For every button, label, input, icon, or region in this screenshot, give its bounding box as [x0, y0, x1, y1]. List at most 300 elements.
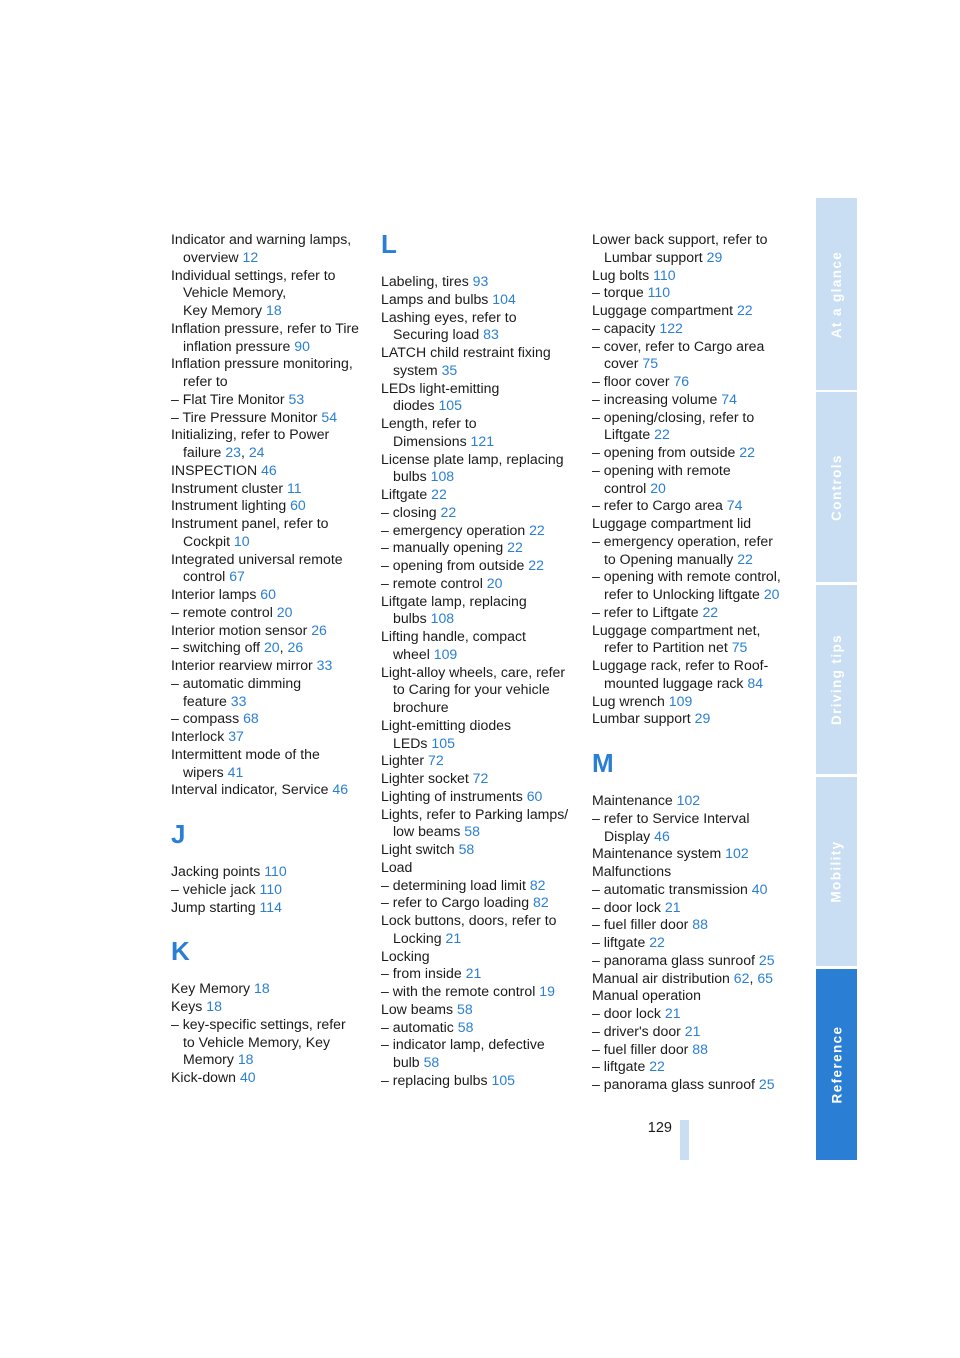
page-reference-link[interactable]: 21 — [664, 1005, 681, 1021]
page-reference-link[interactable]: 26 — [287, 639, 304, 656]
index-term: – liftgate — [592, 1058, 650, 1075]
index-term: – Flat Tire Monitor — [171, 390, 289, 407]
index-term: Liftgate lamp, replacing bulbs — [381, 592, 527, 627]
index-term: Interior rearview mirror — [171, 657, 317, 673]
page-reference-link[interactable]: 40 — [751, 880, 768, 897]
index-entry — [381, 770, 581, 788]
page-reference-link[interactable]: 53 — [288, 390, 305, 407]
page-reference-link[interactable]: 10 — [233, 532, 250, 549]
index-column-1 — [171, 231, 371, 1087]
index-term: Malfunctions — [592, 863, 672, 879]
index-term: Luggage compartment lid — [592, 515, 752, 531]
index-term: Kick-down — [171, 1069, 240, 1085]
index-entry — [171, 515, 371, 551]
index-term: Locking — [381, 947, 430, 964]
index-entry — [171, 231, 371, 267]
index-entry — [592, 338, 792, 374]
index-term: – automatic transmission — [592, 880, 752, 897]
page-reference-link[interactable]: 72 — [428, 752, 444, 769]
page-reference-link[interactable]: 21 — [684, 1022, 701, 1039]
page-reference-link[interactable]: 33 — [316, 657, 333, 673]
index-term: Lock buttons, doors, refer to Locking — [381, 912, 557, 946]
page-reference-link[interactable]: 21 — [445, 929, 462, 946]
index-entry — [171, 675, 371, 711]
index-entry — [381, 841, 581, 859]
page-reference-link[interactable]: 83 — [483, 326, 499, 343]
index-term: – switching off — [171, 639, 264, 656]
index-term: Maintenance system — [592, 845, 726, 862]
index-entry — [171, 409, 371, 427]
index-term: Luggage compartment net, refer to Partition net — [592, 621, 761, 656]
index-entry: Manual air distribution 62, 65 — [592, 969, 774, 986]
index-term: – torque — [592, 284, 648, 301]
page-reference-link[interactable]: 18 — [237, 1051, 254, 1068]
index-term: Indicator and warning lamps, overview — [171, 231, 352, 265]
page-reference-link[interactable]: 40 — [239, 1069, 256, 1085]
page-reference-link[interactable]: 37 — [228, 728, 244, 744]
index-entry — [381, 273, 581, 291]
index-entry — [381, 965, 581, 983]
tab-label: At a glance — [829, 250, 844, 338]
page-reference-link[interactable]: 60 — [290, 497, 306, 514]
page-reference-link[interactable]: 18 — [206, 998, 222, 1014]
index-column-3 — [592, 231, 792, 1094]
index-term: Light-emitting diodes LEDs — [381, 716, 512, 751]
page-reference-link[interactable]: 58 — [458, 841, 475, 857]
page-reference-link[interactable]: 23 — [225, 444, 241, 460]
section-letter: J — [171, 819, 186, 849]
index-entry — [171, 899, 371, 917]
page-reference-link[interactable]: 88 — [692, 1040, 708, 1057]
page-reference-link[interactable]: 82 — [533, 894, 549, 911]
page-reference-link[interactable]: 110 — [259, 880, 282, 897]
page-reference-link[interactable]: 58 — [423, 1054, 440, 1070]
index-entry — [592, 462, 792, 498]
page-reference-link[interactable]: 29 — [706, 248, 723, 265]
index-term: – automatic dimming feature — [171, 674, 302, 709]
index-term: Liftgate — [381, 486, 432, 502]
index-entry — [381, 912, 581, 948]
index-term: Lumbar support — [592, 710, 695, 727]
page-reference-link[interactable]: 22 — [649, 934, 665, 950]
index-entry — [171, 657, 371, 675]
index-entry — [381, 664, 581, 717]
page-reference-link[interactable]: 25 — [758, 951, 775, 968]
index-term: – emergency operation, refer to Opening manually — [592, 532, 773, 567]
index-entry — [592, 693, 792, 711]
page-reference-link[interactable]: 72 — [472, 770, 489, 786]
index-entry — [171, 1069, 371, 1087]
page-reference-link[interactable]: 75 — [642, 355, 659, 372]
page-reference-link[interactable]: 22 — [702, 603, 719, 620]
page-reference-link[interactable]: 18 — [266, 302, 282, 318]
index-term: LEDs light-emitting diodes — [381, 379, 500, 414]
index-term: Instrument cluster — [171, 479, 287, 496]
index-entry: – switching off 20, 26 — [171, 639, 304, 656]
index-entry — [381, 628, 581, 664]
tab-reference[interactable] — [816, 969, 857, 1160]
page-reference-link[interactable]: 58 — [464, 823, 480, 840]
index-term: – remote control — [171, 603, 277, 620]
index-entry — [592, 881, 792, 899]
page-reference-link[interactable]: 33 — [230, 692, 247, 709]
page-reference-link[interactable]: 109 — [668, 692, 693, 709]
tab-controls[interactable] — [816, 392, 857, 582]
page-reference-link[interactable]: 93 — [472, 273, 489, 289]
index-entry — [592, 231, 792, 267]
index-entry — [171, 728, 371, 746]
index-term: Jacking points — [171, 863, 265, 879]
index-entry — [171, 391, 371, 409]
page-reference-link[interactable]: 114 — [259, 898, 282, 915]
page-number: 129 — [647, 1120, 672, 1136]
index-term: Interval indicator, Service — [171, 781, 333, 798]
page-reference-link[interactable]: 22 — [431, 486, 447, 502]
index-term: – from inside — [381, 965, 466, 982]
index-term: – opening/closing, refer to Liftgate — [592, 408, 755, 443]
index-entry — [171, 604, 371, 622]
page-reference-link[interactable]: 22 — [739, 444, 755, 460]
index-term: Luggage rack, refer to Roof- mounted luggage rack — [592, 657, 769, 691]
index-entry — [592, 1005, 792, 1023]
page-reference-link[interactable]: 54 — [321, 408, 338, 425]
index-entry — [592, 899, 792, 917]
index-term: Interlock — [171, 728, 229, 744]
index-entry — [592, 373, 792, 391]
index-entry — [171, 497, 371, 515]
index-term: – Tire Pressure Monitor — [171, 408, 322, 425]
index-entry — [592, 952, 792, 970]
page-reference-link[interactable]: 108 — [430, 610, 455, 627]
index-term: Labeling, tires — [381, 273, 473, 289]
index-entry — [592, 533, 792, 569]
index-entry — [381, 557, 581, 575]
index-entry — [381, 1001, 581, 1019]
index-term: Manual operation — [592, 987, 701, 1004]
page-reference-link[interactable]: 65 — [757, 969, 774, 986]
index-term: – closing — [381, 503, 441, 520]
index-term: Intermittent mode of the wipers — [171, 745, 320, 780]
index-term: Instrument lighting — [171, 497, 291, 514]
page-reference-link[interactable]: 76 — [673, 373, 690, 389]
index-entry — [171, 1016, 371, 1069]
index-entry — [381, 788, 581, 806]
index-term: Inflation pressure, refer to Tire inflation pressure — [171, 319, 360, 354]
index-entry: Initializing, refer to Power failure 23, 24 — [171, 426, 330, 460]
index-term: Lamps and bulbs — [381, 290, 493, 307]
index-entry — [381, 1036, 581, 1072]
index-entry — [592, 657, 792, 693]
index-term: Individual settings, refer to Vehicle Memory, Key Memory — [171, 266, 336, 318]
page-reference-link[interactable]: 20 — [276, 603, 293, 620]
index-term: – with the remote control — [381, 983, 540, 999]
index-term: Lighter socket — [381, 770, 473, 786]
section-letter: L — [381, 229, 397, 259]
index-entry — [381, 877, 581, 895]
index-term: Lifting handle, compact wheel — [381, 628, 526, 662]
index-entry — [592, 863, 792, 881]
index-entry — [171, 881, 371, 899]
page-reference-link[interactable]: 110 — [264, 863, 287, 879]
page-reference-link[interactable]: 35 — [441, 361, 458, 378]
page-reference-link[interactable]: 110 — [653, 266, 676, 283]
index-entry — [381, 894, 581, 912]
index-term: Light-alloy wheels, care, refer to Caring for your vehicle brochure — [381, 663, 566, 715]
index-term: Lug bolts — [592, 266, 654, 283]
index-entry — [171, 863, 371, 881]
index-entry — [592, 391, 792, 409]
index-entry — [171, 480, 371, 498]
page-reference-link[interactable]: 22 — [507, 539, 523, 556]
index-term: – key-specific settings, refer to Vehicle Memory, Key Memory — [171, 1015, 346, 1068]
page-reference-link[interactable]: 90 — [294, 337, 310, 354]
index-term: – indicator lamp, defective bulb — [381, 1036, 545, 1070]
index-entry — [381, 309, 581, 345]
index-term: Load — [381, 858, 413, 875]
page-reference-link[interactable]: 108 — [430, 468, 455, 485]
page-reference-link[interactable]: 29 — [694, 710, 711, 727]
tab-label: Mobility — [829, 840, 845, 903]
index-entry — [381, 1019, 581, 1037]
index-entry — [381, 983, 581, 1001]
index-term: – vehicle jack — [171, 880, 260, 897]
index-entry — [171, 622, 371, 640]
page-reference-link[interactable]: 58 — [457, 1018, 474, 1035]
index-term: Lower back support, refer to Lumbar support — [592, 231, 768, 265]
index-entry — [381, 717, 581, 753]
index-term: – refer to Cargo area — [592, 497, 727, 514]
tab-at-a-glance[interactable] — [816, 198, 857, 390]
page-reference-link[interactable]: 121 — [470, 432, 495, 449]
index-entry — [592, 320, 792, 338]
index-term: LATCH child restraint fixing system — [381, 344, 551, 378]
page-reference-link[interactable]: 20 — [263, 639, 280, 656]
page-reference-link[interactable]: 122 — [659, 319, 683, 336]
index-term: Light switch — [381, 841, 459, 857]
index-term: – remote control — [381, 574, 487, 591]
index-term: Integrated universal remote control — [171, 550, 343, 585]
index-term: Manual air distribution — [592, 969, 734, 986]
index-entry — [381, 806, 581, 842]
page-reference-link[interactable]: 104 — [492, 290, 516, 307]
index-column-2 — [381, 231, 581, 1090]
page-reference-link[interactable]: 105 — [431, 734, 455, 751]
index-entry — [171, 355, 371, 391]
index-term: – refer to Liftgate — [592, 603, 703, 620]
index-term: – compass — [171, 710, 244, 727]
index-term: Luggage compartment — [592, 302, 737, 318]
index-entry — [381, 752, 581, 770]
section-tabs — [816, 198, 857, 1160]
index-term: – opening with remote control — [592, 461, 731, 496]
page-reference-link[interactable]: 22 — [529, 521, 545, 538]
page-number-bar — [680, 1120, 689, 1160]
index-term: Lighter — [381, 752, 429, 769]
index-entry — [592, 515, 792, 533]
page-reference-link[interactable]: 22 — [736, 302, 753, 318]
page-reference-link[interactable]: 74 — [726, 497, 743, 514]
page-reference-link[interactable]: 68 — [243, 710, 259, 727]
index-term: – capacity — [592, 319, 660, 336]
page-reference-link[interactable]: 82 — [529, 876, 546, 893]
index-term: INSPECTION — [171, 461, 262, 478]
index-term: – driver's door — [592, 1022, 685, 1039]
index-entry — [592, 622, 792, 658]
index-entry — [381, 504, 581, 522]
index-entry — [381, 522, 581, 540]
page-reference-link[interactable]: 102 — [725, 845, 749, 862]
page-reference-link[interactable]: 58 — [457, 1000, 473, 1017]
tab-mobility[interactable] — [816, 777, 857, 966]
page-reference-link[interactable]: 110 — [647, 284, 671, 301]
index-entry — [171, 746, 371, 782]
index-entry — [381, 415, 581, 451]
tab-label: Reference — [829, 1025, 845, 1104]
index-entry — [381, 859, 581, 877]
index-term: – opening from outside — [592, 444, 740, 460]
index-entry — [381, 291, 581, 309]
index-term: Lights, refer to Parking lamps/ low beams — [381, 805, 569, 840]
index-term: – door lock — [592, 1005, 665, 1021]
section-letter: M — [592, 748, 614, 778]
index-entry — [171, 586, 371, 604]
page-reference-link[interactable]: 105 — [491, 1071, 515, 1088]
index-term: Maintenance — [592, 792, 677, 808]
page-reference-link[interactable]: 75 — [731, 639, 748, 656]
index-entry — [171, 551, 371, 587]
index-entry — [592, 1023, 792, 1041]
page-reference-link[interactable]: 22 — [737, 550, 753, 567]
index-term: – cover, refer to Cargo area cover — [592, 337, 765, 372]
page-reference-link[interactable]: 21 — [664, 898, 681, 915]
index-term: – door lock — [592, 898, 665, 915]
index-entry — [381, 344, 581, 380]
page-reference-link[interactable]: 105 — [438, 397, 462, 414]
index-term: – increasing volume — [592, 390, 722, 407]
index-term: Keys — [171, 998, 207, 1014]
index-term: – panorama glass sunroof — [592, 951, 759, 968]
index-entry — [592, 1041, 792, 1059]
index-term: License plate lamp, replacing bulbs — [381, 450, 564, 485]
index-term: – floor cover — [592, 373, 674, 389]
index-term: Key Memory — [171, 980, 255, 997]
index-entry — [592, 845, 792, 863]
page-reference-link[interactable]: 46 — [654, 827, 670, 844]
page-reference-link[interactable]: 22 — [649, 1058, 665, 1075]
page-reference-link[interactable]: 60 — [526, 787, 543, 804]
page-reference-link[interactable]: 46 — [332, 781, 349, 798]
index-term: – replacing bulbs — [381, 1071, 492, 1088]
index-entry — [592, 604, 792, 622]
page-reference-link[interactable]: 22 — [654, 426, 670, 443]
index-entry — [381, 593, 581, 629]
index-term: Low beams — [381, 1000, 457, 1017]
index-term: Length, refer to Dimensions — [381, 415, 477, 449]
index-entry — [171, 320, 371, 356]
page-reference-link[interactable]: 24 — [248, 444, 265, 460]
page-reference-link[interactable]: 21 — [465, 965, 482, 982]
page-reference-link[interactable]: 41 — [227, 763, 244, 780]
index-entry — [592, 409, 792, 445]
index-term: – opening from outside — [381, 557, 529, 573]
index-term: – liftgate — [592, 934, 650, 950]
index-term: – automatic — [381, 1018, 458, 1035]
index-term: – emergency operation — [381, 521, 530, 538]
index-term: – panorama glass sunroof — [592, 1076, 759, 1092]
index-entry — [171, 267, 371, 320]
page-reference-link[interactable]: 22 — [440, 503, 457, 520]
index-term: – fuel filler door — [592, 1040, 693, 1057]
index-term: Lashing eyes, refer to Securing load — [381, 308, 517, 343]
index-entry — [592, 568, 792, 604]
index-entry — [592, 267, 792, 285]
index-term: Lug wrench — [592, 692, 669, 709]
page-reference-link[interactable]: 109 — [433, 645, 458, 662]
index-entry — [592, 987, 792, 1005]
index-entry — [381, 539, 581, 557]
page-reference-link[interactable]: 67 — [229, 568, 245, 585]
index-entry — [381, 380, 581, 416]
index-entry — [592, 284, 792, 302]
page-reference-link[interactable]: 11 — [286, 479, 302, 496]
page-reference-link[interactable]: 25 — [758, 1076, 775, 1092]
page-reference-link[interactable]: 18 — [254, 980, 270, 997]
section-letter: K — [171, 936, 190, 967]
page-reference-link[interactable]: 88 — [692, 916, 708, 933]
index-term: – determining load limit — [381, 876, 530, 893]
page-reference-link[interactable]: 22 — [528, 557, 544, 573]
index-entry — [592, 302, 792, 320]
tab-label: Driving tips — [829, 633, 844, 726]
page-reference-link[interactable]: 26 — [311, 621, 327, 638]
index-term: Interior lamps — [171, 586, 261, 602]
index-entry — [171, 980, 371, 998]
page-reference-link[interactable]: 84 — [747, 674, 764, 691]
index-term: – fuel filler door — [592, 916, 693, 933]
index-entry — [592, 444, 792, 462]
page-reference-link[interactable]: 102 — [676, 792, 701, 808]
page-reference-link[interactable]: 46 — [261, 461, 277, 478]
index-entry — [381, 451, 581, 487]
index-term: Initializing, refer to Power failure — [171, 426, 330, 460]
index-entry — [381, 486, 581, 504]
index-term: – refer to Cargo loading — [381, 894, 533, 911]
page-reference-link[interactable]: 12 — [242, 248, 259, 265]
index-entry — [592, 810, 792, 846]
page-reference-link[interactable]: 20 — [650, 479, 666, 496]
index-entry — [592, 1058, 792, 1076]
tab-driving-tips[interactable] — [816, 585, 857, 774]
index-entry — [171, 710, 371, 728]
index-entry — [592, 792, 792, 810]
index-term: Lighting of instruments — [381, 787, 527, 804]
page-reference-link[interactable]: 20 — [486, 574, 503, 591]
page-reference-link[interactable]: 60 — [260, 586, 276, 602]
index-term: – manually opening — [381, 539, 508, 556]
index-entry — [592, 497, 792, 515]
index-entry — [592, 916, 792, 934]
index-term: Jump starting — [171, 898, 260, 915]
index-entry — [171, 998, 371, 1016]
page-reference-link[interactable]: 62 — [733, 969, 750, 986]
page-reference-link[interactable]: 74 — [721, 390, 737, 407]
index-entry — [171, 462, 371, 480]
index-term: – refer to Service Interval Display — [592, 809, 750, 844]
index-entry — [592, 934, 792, 952]
page-reference-link[interactable]: 19 — [539, 983, 555, 999]
index-entry — [381, 1072, 581, 1090]
page-reference-link[interactable]: 20 — [763, 586, 780, 602]
